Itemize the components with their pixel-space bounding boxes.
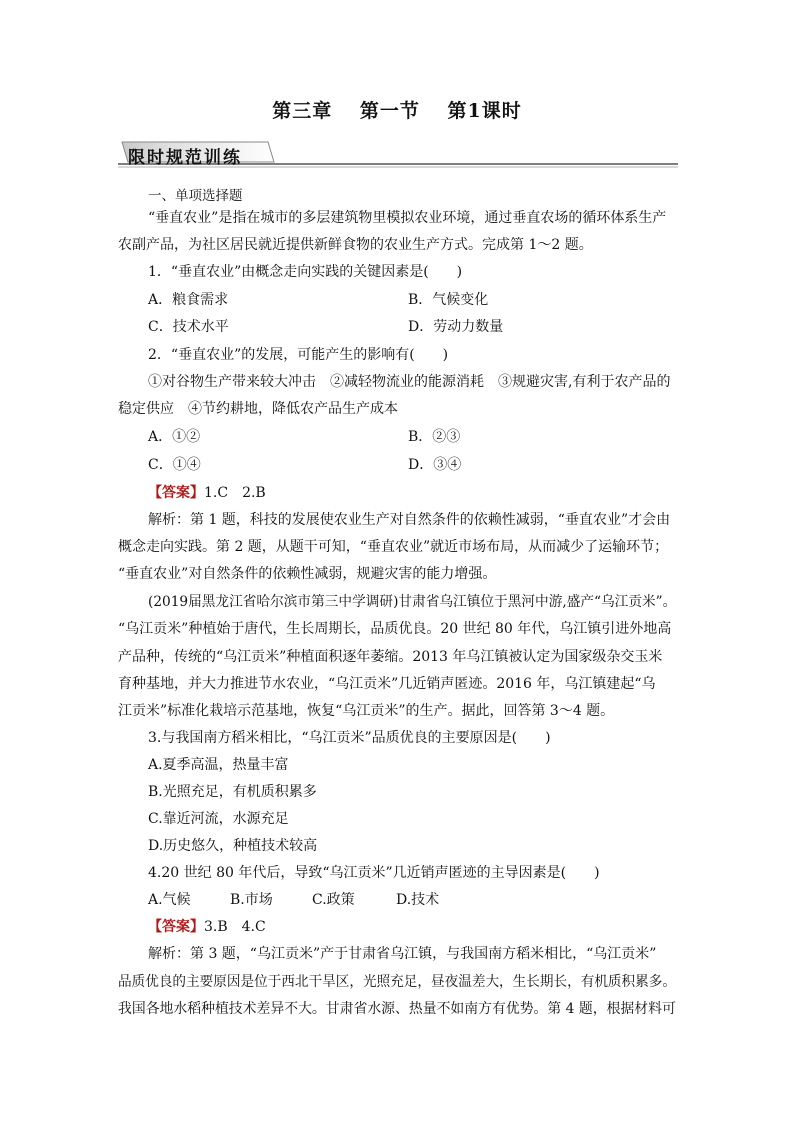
intro-paragraph-line: (2019届黑龙江省哈尔滨市第三中学调研)甘肃省乌江镇位于黑河中游,盛产“乌江贡米”。: [148, 594, 677, 610]
question-3-option-a: A.夏季高温，热量丰富: [148, 757, 289, 773]
answer-value: 1.C 2.B: [204, 485, 266, 501]
question-3-option-c: C.靠近河流，水源充足: [148, 811, 289, 827]
intro-paragraph-line: “乌江贡米”种植始于唐代，生长周期长，品质优良。20 世纪 80 年代，乌江镇引进外地高: [118, 621, 672, 637]
question-4-option-b: B.市场: [230, 892, 273, 908]
question-1-option-c: C．技术水平: [148, 319, 229, 335]
section-label: 第一节: [359, 100, 420, 122]
answer-2-row: [148, 920, 266, 934]
question-4-option-d: D.技术: [396, 892, 440, 908]
question-3-option-b: B.光照充足，有机质积累多: [148, 784, 317, 800]
answer-label: 【答案】: [148, 919, 204, 935]
question-2-items-line: ①对谷物生产带来较大冲击 ②减轻物流业的能源消耗 ③规避灾害,有利于农产品的: [148, 374, 671, 390]
question-1-option-a: A．粮食需求: [148, 292, 229, 308]
answer-1-row: [148, 486, 266, 500]
question-2-option-b: B．②③: [408, 429, 461, 445]
question-1-option-b: B．气候变化: [408, 292, 489, 308]
question-4-stem: 4.20 世纪 80 年代后，导致“乌江贡米”几近销声匿迹的主导因素是( ): [148, 865, 600, 881]
chapter-label: 第三章: [272, 100, 333, 122]
question-1-option-d: D．劳动力数量: [408, 319, 504, 335]
explanation-line: 解析：第 1 题，科技的发展使农业生产对自然条件的依赖性减弱，“垂直农业”才会由: [148, 512, 671, 528]
intro-paragraph-line: 农副产品，为社区居民就近提供新鲜食物的农业生产方式。完成第 1～2 题。: [118, 237, 593, 253]
question-2-stem: 2．“垂直农业”的发展，可能产生的影响有( ): [148, 347, 449, 363]
question-3-option-d: D.历史悠久，种植技术较高: [148, 838, 318, 854]
explanation-line: “垂直农业”对自然条件的依赖性减弱，规避灾害的能力增强。: [118, 566, 497, 582]
question-4-option-a: A.气候: [148, 892, 191, 908]
question-2-option-a: A．①②: [148, 429, 201, 445]
page-title: [0, 96, 794, 123]
intro-paragraph-line: 江贡米”标准化栽培示范基地，恢复“乌江贡米”的生产。据此，回答第 3～4 题。: [118, 703, 615, 719]
question-2-option-d: D．③④: [408, 457, 462, 473]
explanation-line: 解析：第 3 题，“乌江贡米”产于甘肃省乌江镇，与我国南方稻米相比，“乌江贡米”: [148, 946, 657, 962]
answer-value: 3.B 4.C: [204, 919, 266, 935]
intro-paragraph-line: “垂直农业”是指在城市的多层建筑物里模拟农业环境，通过垂直农场的循环体系生产: [148, 210, 667, 226]
explanation-line: 品质优良的主要原因是位于西北干旱区，光照充足，昼夜温差大，生长期长，有机质积累多。: [118, 974, 676, 990]
intro-paragraph-line: 产品种，传统的“乌江贡米”种植面积逐年萎缩。2013 年乌江镇被认定为国家级杂交玉米: [118, 649, 663, 665]
explanation-line: 我国各地水稻种植技术差异不大。甘肃省水源、热量不如南方有优势。第 4 题，根据材料可: [118, 1001, 676, 1017]
question-1-stem: 1．“垂直农业”由概念走向实践的关键因素是( ): [148, 264, 463, 280]
question-2-items-line: 稳定供应 ④节约耕地，降低农产品生产成本: [118, 401, 398, 417]
lesson-label: 第1课时: [447, 100, 522, 122]
section-heading: 一、单项选择题: [148, 188, 243, 204]
explanation-line: 概念走向实践。第 2 题，从题干可知，“垂直农业”就近市场布局，从而减少了运输环节；: [118, 539, 669, 555]
banner-title: 限时规范训练: [128, 148, 242, 168]
question-4-option-c: C.政策: [312, 892, 355, 908]
question-2-option-c: C．①④: [148, 457, 201, 473]
answer-label: 【答案】: [148, 485, 204, 501]
intro-paragraph-line: 育种基地，并大力推进节水农业，“乌江贡米”几近销声匿迹。2016 年，乌江镇建起“乌: [118, 676, 656, 692]
question-3-stem: 3.与我国南方稻米相比，“乌江贡米”品质优良的主要原因是( ): [148, 730, 551, 746]
